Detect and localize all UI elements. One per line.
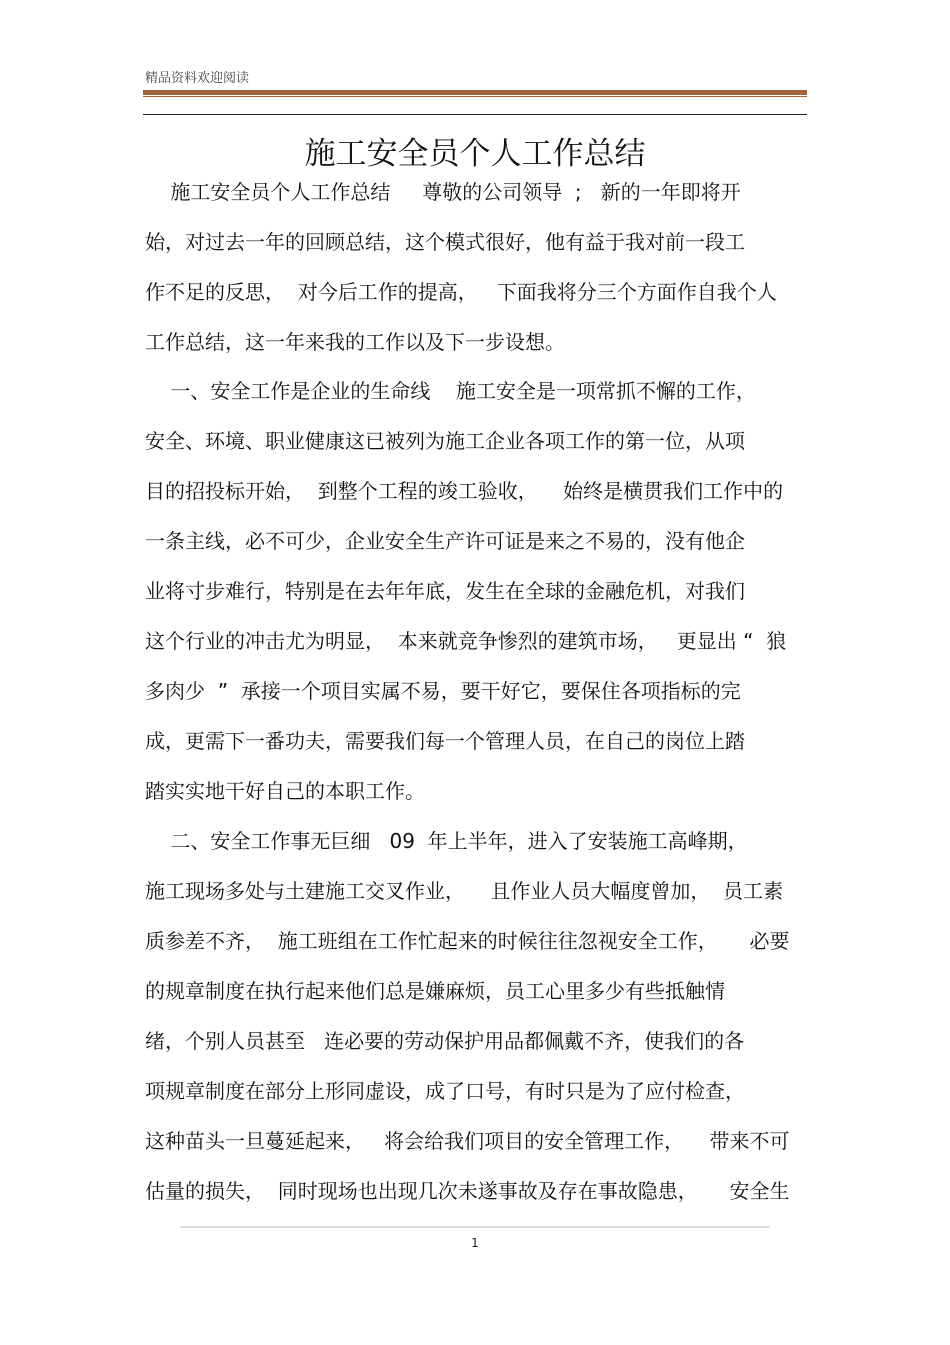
- text-line: 的规章制度在执行起来他们总是嫌麻烦，员工心里多少有些抵触情: [145, 979, 725, 1003]
- text-line: 工作总结，这一年来我的工作以及下一步设想。: [145, 330, 565, 354]
- text-line: 目的招投标开始， 到整个工程的竣工验收， 始终是横贯我们工作中的: [145, 479, 784, 503]
- text-line: 项规章制度在部分上形同虚设，成了口号，有时只是为了应付检查，: [145, 1079, 745, 1103]
- text-line: 作不足的反思， 对今后工作的提高， 下面我将分三个方面作自我个人: [145, 280, 777, 304]
- document-title: 施工安全员个人工作总结: [304, 136, 646, 172]
- text-line: 施工现场多处与土建施工交叉作业， 且作业人员大幅度曾加， 员工素: [145, 879, 784, 903]
- header-rule-thick: [143, 90, 807, 95]
- text-line: 估量的损失， 同时现场也出现几次未遂事故及存在事故隐患， 安全生: [145, 1179, 790, 1203]
- text-line: 绪，个别人员甚至 连必要的劳动保护用品都佩戴不齐，使我们的各: [145, 1029, 745, 1053]
- text-line: 业将寸步难行，特别是在去年年底，发生在全球的金融危机，对我们: [145, 579, 745, 603]
- text-line: 二、安全工作事无巨细 09 年上半年，进入了安装施工高峰期，: [145, 829, 748, 853]
- footer-rule: [180, 1226, 770, 1228]
- text-line: 成，更需下一番功夫，需要我们每一个管理人员，在自己的岗位上踏: [145, 729, 745, 753]
- text-line: 踏实实地干好自己的本职工作。: [145, 779, 425, 803]
- text-line: 质参差不齐， 施工班组在工作忙起来的时候往往忽视安全工作， 必要: [145, 929, 790, 953]
- header-rule-black: [143, 114, 807, 115]
- text-line: 一、安全工作是企业的生命线 施工安全是一项常抓不懈的工作，: [145, 379, 756, 403]
- text-line: 多肉少 ” 承接一个项目实属不易，要干好它，要保住各项指标的完: [145, 679, 741, 703]
- header-rule-thin: [143, 96, 807, 97]
- text-line: 这种苗头一旦蔓延起来， 将会给我们项目的安全管理工作， 带来不可: [145, 1129, 790, 1153]
- text-line: 施工安全员个人工作总结 尊敬的公司领导 ; 新的一年即将开: [145, 180, 741, 204]
- page-number: 1: [471, 1236, 479, 1250]
- text-line: 安全、环境、职业健康这已被列为施工企业各项工作的第一位，从项: [145, 429, 745, 453]
- text-line: 这个行业的冲击尤为明显， 本来就竞争惨烈的建筑市场， 更显出 “ 狼: [145, 629, 787, 653]
- header-text: 精品资料欢迎阅读: [145, 71, 250, 86]
- text-line: 始，对过去一年的回顾总结，这个模式很好，他有益于我对前一段工: [145, 230, 745, 254]
- text-line: 一条主线，必不可少，企业安全生产许可证是来之不易的，没有他企: [145, 529, 745, 553]
